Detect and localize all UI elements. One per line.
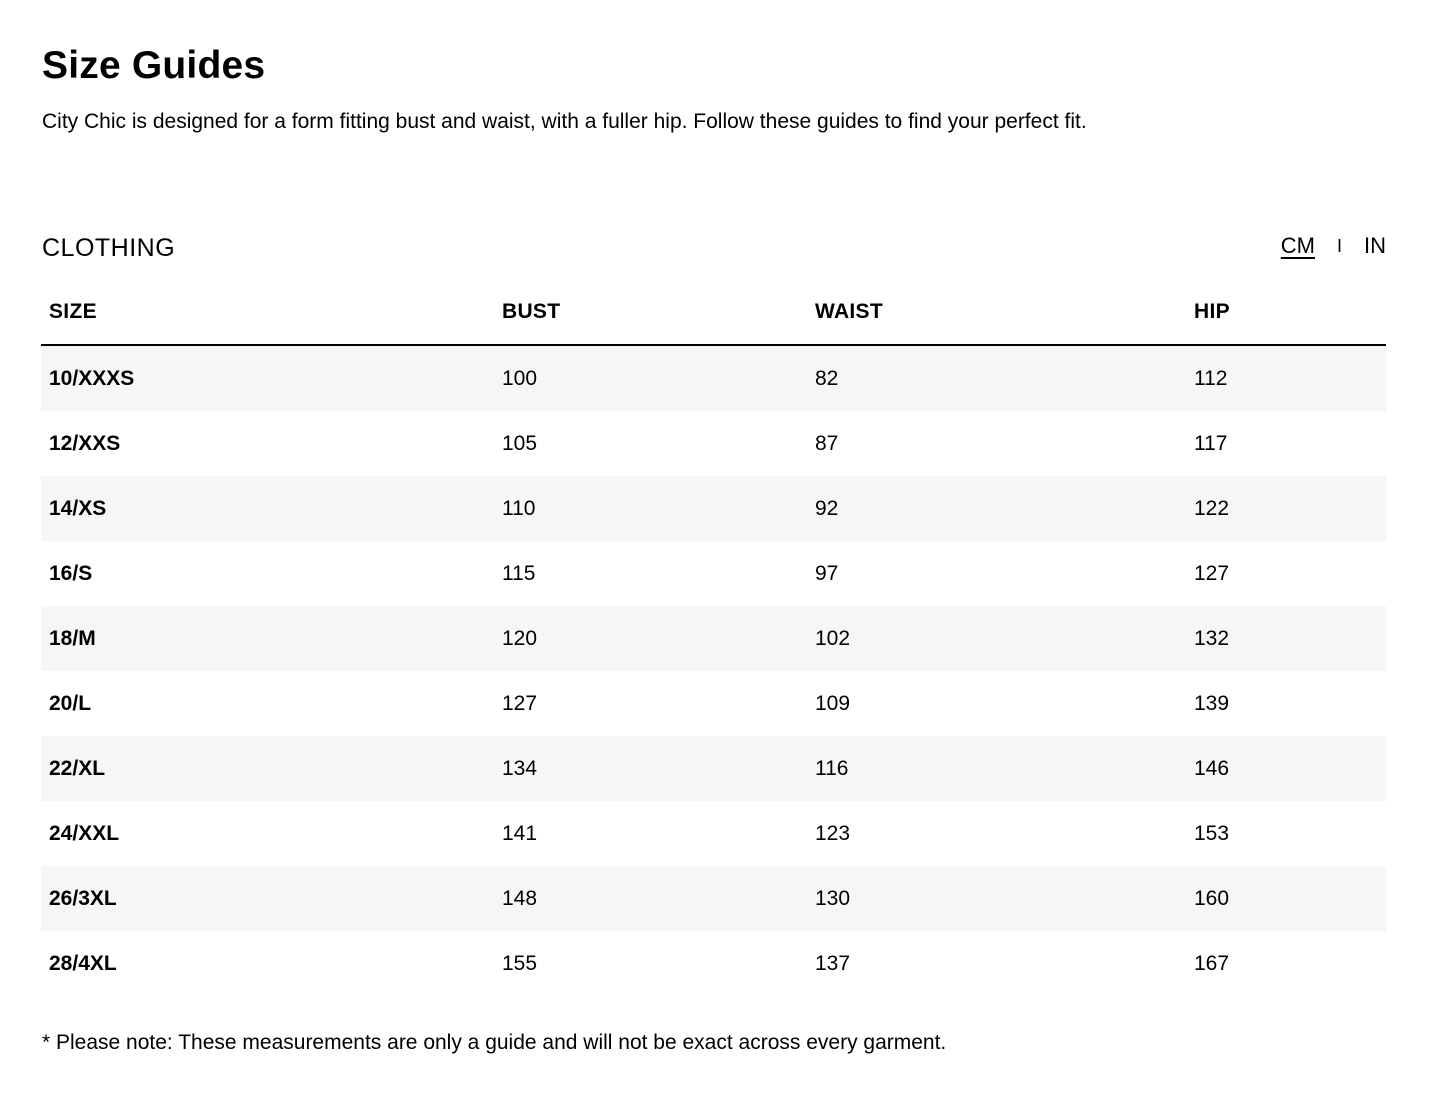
waist-cell: 87 [815, 431, 839, 455]
bust-cell: 141 [502, 821, 538, 845]
table-row [41, 801, 1386, 866]
hip-cell: 122 [1194, 496, 1230, 520]
size-cell: 14/XS [49, 496, 107, 520]
size-cell: 10/XXXS [49, 366, 135, 390]
size-cell: 20/L [49, 691, 92, 715]
table-row [41, 736, 1386, 801]
header-hip: HIP [1186, 280, 1386, 345]
intro-text: City Chic is designed for a form fitting bust and waist, with a fuller hip. Follow these guides to find your perfect fit. [42, 110, 1087, 133]
waist-cell: 116 [815, 756, 849, 780]
table-row [41, 671, 1386, 736]
size-cell: 28/4XL [49, 951, 117, 975]
unit-cm-link[interactable]: CM [1280, 233, 1315, 258]
waist-cell: 130 [815, 886, 851, 910]
table-row [41, 606, 1386, 671]
waist-cell: 123 [815, 821, 851, 845]
size-cell: 22/XL [49, 756, 106, 780]
header-waist: WAIST [807, 280, 1186, 345]
unit-toggle [1281, 231, 1386, 261]
bust-cell: 100 [502, 366, 538, 390]
hip-cell: 139 [1194, 691, 1230, 715]
size-cell: 24/XXL [49, 821, 120, 845]
bust-cell: 115 [502, 561, 536, 585]
size-table [41, 280, 1386, 996]
bust-cell: 120 [502, 626, 538, 650]
bust-cell: 127 [502, 691, 538, 715]
hip-cell: 127 [1194, 561, 1230, 585]
hip-cell: 146 [1194, 756, 1230, 780]
hip-cell: 153 [1194, 821, 1230, 845]
size-cell: 16/S [49, 561, 93, 585]
table-row [41, 541, 1386, 606]
unit-separator: I [1336, 236, 1342, 256]
size-cell: 26/3XL [49, 886, 117, 910]
header-size: SIZE [41, 280, 494, 345]
page-title: Size Guides [42, 44, 266, 87]
header-row [41, 280, 1386, 345]
bust-cell: 134 [502, 756, 538, 780]
waist-cell: 92 [815, 496, 839, 520]
hip-cell: 112 [1194, 366, 1228, 390]
waist-cell: 137 [815, 951, 851, 975]
table-row [41, 411, 1386, 476]
hip-cell: 117 [1194, 431, 1228, 455]
unit-in-link[interactable]: IN [1364, 233, 1386, 258]
size-cell: 18/M [49, 626, 96, 650]
waist-cell: 109 [815, 691, 851, 715]
hip-cell: 167 [1194, 951, 1230, 975]
waist-cell: 82 [815, 366, 839, 390]
table-row [41, 931, 1386, 996]
size-table-body [41, 345, 1386, 996]
size-cell: 12/XXS [49, 431, 121, 455]
hip-cell: 160 [1194, 886, 1230, 910]
disclaimer-note: * Please note: These measurements are only a guide and will not be exact across every garment. [42, 1031, 947, 1054]
table-row [41, 476, 1386, 541]
bust-cell: 105 [502, 431, 538, 455]
table-row [41, 866, 1386, 931]
hip-cell: 132 [1194, 626, 1230, 650]
table-row [41, 345, 1386, 411]
section-title-clothing: CLOTHING [42, 234, 176, 262]
header-bust: BUST [494, 280, 807, 345]
size-table-header [41, 280, 1386, 345]
waist-cell: 102 [815, 626, 851, 650]
waist-cell: 97 [815, 561, 839, 585]
bust-cell: 155 [502, 951, 538, 975]
bust-cell: 148 [502, 886, 538, 910]
bust-cell: 110 [502, 496, 536, 520]
